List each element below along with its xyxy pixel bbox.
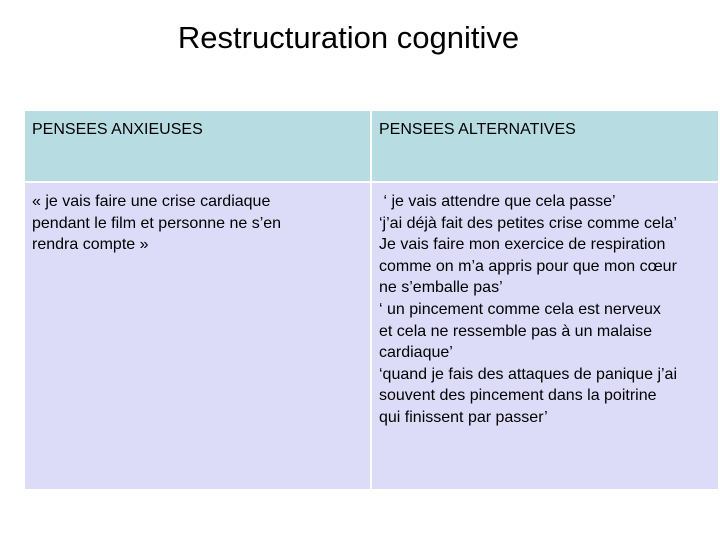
alternative-thought-line: ‘j’ai déjà fait des petites crise comme cela’ [379, 214, 677, 232]
anxious-thought-line: « je vais faire une crise cardiaque [32, 193, 271, 210]
header-anxious-thoughts: PENSEES ANXIEUSES [24, 110, 371, 182]
slide-title: Restructuration cognitive [177, 20, 520, 55]
alternative-thought-line: ‘ un pincement comme cela est nerveux [379, 300, 661, 318]
alternative-thought-line: Je vais faire mon exercice de respiration [379, 236, 666, 254]
table-body-row [24, 182, 719, 490]
anxious-thought-cell [24, 182, 371, 490]
anxious-thought-line: rendra compte » [32, 236, 149, 254]
alternative-thought-line: ‘quand je fais des attaques de panique j’ai [379, 365, 677, 383]
alternative-thought-line: qui finissent par passer’ [379, 408, 548, 426]
alternative-thought-line: ne s’emballe pas’ [379, 279, 503, 297]
alternative-thought-line: cardiaque’ [379, 344, 453, 362]
alternative-thought-line: souvent des pincement dans la poitrine [379, 387, 657, 405]
cognitive-restructuring-table [23, 109, 720, 491]
alternative-thought-line: et cela ne ressemble pas à un malaise [379, 322, 653, 340]
alternative-thought-line: comme on m’a appris pour que mon cœur [379, 257, 677, 275]
table-header-row [24, 110, 719, 182]
alternative-thought-line: ‘ je vais attendre que cela passe’ [379, 193, 616, 210]
alternative-thoughts-cell [371, 182, 719, 490]
header-alternative-thoughts: PENSEES ALTERNATIVES [371, 110, 719, 182]
anxious-thought-line: pendant le film et personne ne s’en [32, 214, 282, 232]
